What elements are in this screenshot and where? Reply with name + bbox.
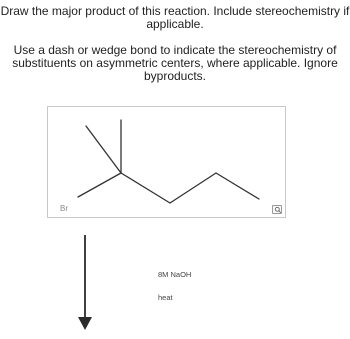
reactant-skeletal-structure (48, 107, 287, 219)
question-instruction-1: Draw the major product of this reaction. Include stereochemistry if applicable. (0, 4, 350, 31)
bond-c-br (78, 173, 121, 197)
bond-methyl-1 (86, 126, 121, 173)
down-arrow-icon (78, 233, 92, 331)
magnifier-icon (274, 206, 282, 214)
question-instruction-2: Use a dash or wedge bond to indicate the stereochemistry of substituents on asymmetric centers, where applicable. Ignore byproducts. (12, 43, 338, 83)
heat-condition-label: heat (158, 293, 173, 302)
bond-c4-c5 (216, 173, 259, 199)
bromine-atom-label: Br (60, 204, 68, 213)
reagent-label: 8M NaOH (158, 270, 192, 279)
zoom-button[interactable] (272, 205, 282, 214)
reactant-structure-panel[interactable] (47, 106, 286, 218)
bond-c2-c3 (121, 173, 170, 203)
bond-c3-c4 (170, 173, 216, 203)
